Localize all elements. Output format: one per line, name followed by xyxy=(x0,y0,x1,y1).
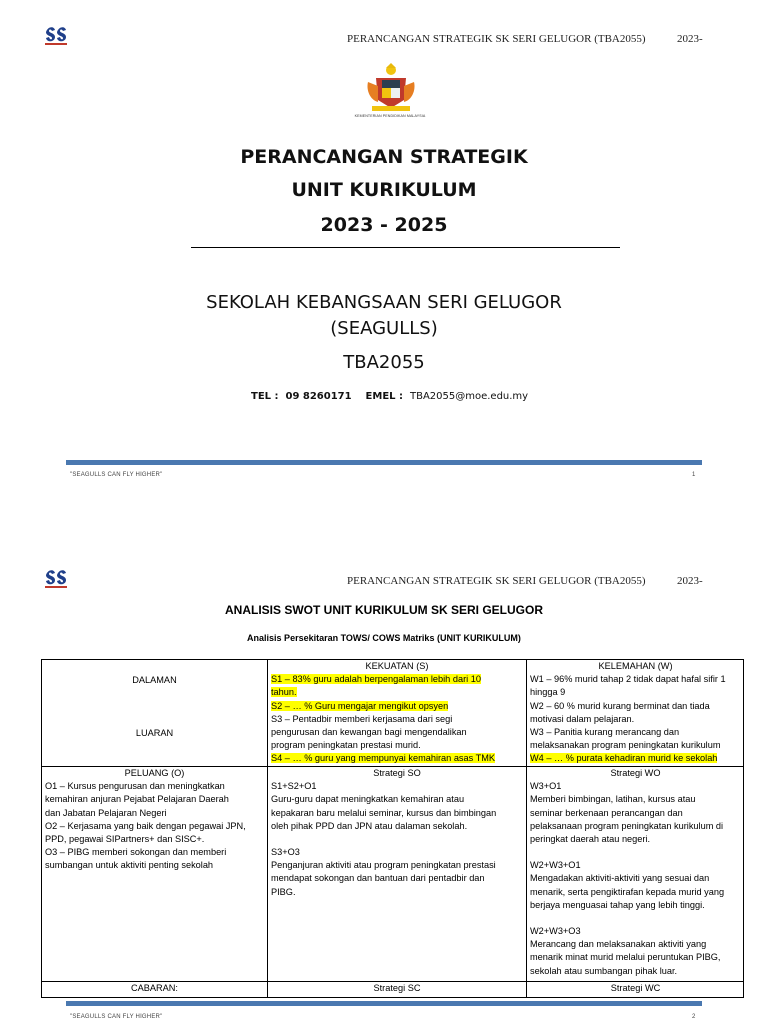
w1-line1: W1 – 96% murid tahap 2 tidak dapat hafal sifir 1 xyxy=(530,674,726,685)
sc-header: Strategi SC xyxy=(373,983,421,993)
ministry-crest-icon xyxy=(356,60,426,120)
page-header: PERANCANGAN STRATEGIK SK SERI GELUGOR (TBA2055) xyxy=(347,575,646,587)
kelemahan-cell xyxy=(527,660,744,766)
s3-line1: S3 – Pentadbir memberi kerjasama dari segi xyxy=(271,713,453,724)
wo3-line1: Merancang dan melaksanakan aktiviti yang xyxy=(530,939,707,950)
s3-line2: pengurusan dan kewangan bagi mengendalikan xyxy=(271,727,467,738)
doc-title-years: 2023 - 2025 xyxy=(320,214,448,236)
footer-motto: "SEAGULLS CAN FLY HIGHER" xyxy=(70,1014,163,1020)
wo2-line3: berjaya menguasai tahap yang lebih tinggi. xyxy=(530,899,705,910)
strategi-sc-cell xyxy=(268,982,526,998)
wo2-line1: Mengadakan aktiviti-aktiviti yang sesuai dan xyxy=(530,873,710,884)
o1-line3: dan Jabatan Pelajaran Negeri xyxy=(45,807,167,818)
so2-line2: mendapat sokongan dan bantuan dari pentadbir dan xyxy=(271,873,485,884)
so1-line1: Guru-guru dapat meningkatkan kemahiran atau xyxy=(271,794,465,805)
o1-line2: kemahiran anjuran Pejabat Pelajaran Daerah xyxy=(45,794,229,805)
crest-caption: KEMENTERIAN PENDIDIKAN MALAYSIA xyxy=(354,114,426,118)
w1-line2: hingga 9 xyxy=(530,687,566,698)
swot-title: ANALISIS SWOT UNIT KURIKULUM SK SERI GELUGOR xyxy=(225,603,543,617)
contact-info xyxy=(251,391,528,402)
w3-line2: melaksanakan program peningkatan kurikulum xyxy=(530,740,721,751)
o3-line1: O3 – PIBG memberi sokongan dan memberi xyxy=(45,847,227,858)
wo1-line3: pelaksanaan program peningkatan kurikulum di xyxy=(530,820,724,831)
strategi-so-cell xyxy=(268,767,526,981)
w4-item: W4 – … % purata kehadiran murid ke sekolah xyxy=(530,753,718,764)
s1-line1: S1 – 83% guru adalah berpengalaman lebih dari 10 xyxy=(271,674,481,685)
s4-item: S4 – … % guru yang mempunyai kemahiran asas TMK xyxy=(271,753,496,764)
footer-motto: "SEAGULLS CAN FLY HIGHER" xyxy=(70,472,163,478)
strategi-wc-cell xyxy=(527,982,744,998)
swot-subtitle: Analisis Persekitaran TOWS/ COWS Matriks (UNIT KURIKULUM) xyxy=(247,633,521,643)
tel-value: 09 8260171 xyxy=(285,391,352,402)
luaran-label: LUARAN xyxy=(135,728,174,739)
swot-matrix-table xyxy=(41,659,744,998)
page-number: 2 xyxy=(692,1014,696,1020)
doc-title-line1: PERANCANGAN STRATEGIK xyxy=(240,146,528,168)
kelemahan-header: KELEMAHAN (W) xyxy=(598,661,673,671)
footer-bar xyxy=(66,460,702,465)
footer-bar xyxy=(66,1001,702,1006)
wo1-code: W3+O1 xyxy=(530,781,562,792)
title-divider xyxy=(191,247,620,248)
school-code: TBA2055 xyxy=(343,352,425,373)
dalaman-label: DALAMAN xyxy=(132,675,177,685)
page-header-year: 2023- xyxy=(677,33,703,45)
wc-header: Strategi WC xyxy=(610,983,661,993)
school-name: SEKOLAH KEBANGSAAN SERI GELUGOR xyxy=(206,292,562,313)
so2-line3: PIBG. xyxy=(271,886,296,897)
cabaran-header: CABARAN: xyxy=(131,983,178,993)
page-number: 1 xyxy=(692,472,696,478)
school-logo-icon xyxy=(44,567,68,589)
document-page-1 xyxy=(0,0,768,505)
w3-line1: W3 – Panitia kurang merancang dan xyxy=(530,727,680,738)
wo3-code: W2+W3+O3 xyxy=(530,926,581,937)
peluang-cell xyxy=(42,767,267,981)
email-value: TBA2055@moe.edu.my xyxy=(409,391,529,402)
wo2-code: W2+W3+O1 xyxy=(530,860,581,871)
wo3-line3: sekolah atau sumbangan pihak luar. xyxy=(530,965,678,976)
dalaman-luaran-cell xyxy=(42,660,267,766)
s1-line2: tahun. xyxy=(271,687,297,698)
wo1-line4: peringkat daerah atau negeri. xyxy=(530,834,651,845)
tel-label: TEL : xyxy=(251,391,279,402)
s2-item: S2 – … % Guru mengajar mengikut opsyen xyxy=(271,700,449,711)
doc-title-line2: UNIT KURIKULUM xyxy=(291,179,477,201)
page-header: PERANCANGAN STRATEGIK SK SERI GELUGOR (TBA2055) xyxy=(347,33,646,45)
so1-line2: kepakaran baru melalui seminar, kursus dan bimbingan xyxy=(271,807,497,818)
cabaran-cell xyxy=(42,982,267,998)
so1-line3: oleh pihak PPD dan JPN atau dalaman sekolah. xyxy=(271,820,468,831)
page-gap xyxy=(0,505,768,550)
school-nickname: (SEAGULLS) xyxy=(330,318,438,339)
w2-line1: W2 – 60 % murid kurang berminat dan tiada xyxy=(530,700,710,711)
wo3-line2: menarik minat murid melalui peruntukan PIBG, xyxy=(530,952,721,963)
so-header: Strategi SO xyxy=(373,768,421,778)
kekuatan-header: KEKUATAN (S) xyxy=(365,661,429,671)
strategi-wo-cell xyxy=(527,767,744,981)
so2-line1: Penganjuran aktiviti atau program peningkatan prestasi xyxy=(271,860,496,871)
wo1-line2: seminar berkenaan perancangan dan xyxy=(530,807,683,818)
w2-line2: motivasi dalam pelajaran. xyxy=(530,713,635,724)
wo1-line1: Memberi bimbingan, latihan, kursus atau xyxy=(530,794,696,805)
o2-line2: PPD, pegawai SIPartners+ dan SISC+. xyxy=(45,834,205,845)
so1-code: S1+S2+O1 xyxy=(271,781,317,792)
o3-line2: sumbangan untuk aktiviti penting sekolah xyxy=(45,860,214,871)
page-header-year: 2023- xyxy=(677,575,703,587)
o2-line1: O2 – Kerjasama yang baik dengan pegawai JPN, xyxy=(45,820,246,831)
email-label: EMEL : xyxy=(365,391,403,402)
wo-header: Strategi WO xyxy=(610,768,661,778)
school-logo-icon xyxy=(44,24,68,46)
wo2-line2: menarik, serta pengiktirafan kepada murid yang xyxy=(530,886,725,897)
o1-line1: O1 – Kursus pengurusan dan meningkatkan xyxy=(45,781,225,792)
kekuatan-cell xyxy=(268,660,526,766)
so2-code: S3+O3 xyxy=(271,847,300,858)
peluang-header: PELUANG (O) xyxy=(124,768,185,778)
s3-line3: program peningkatan prestasi murid. xyxy=(271,740,421,751)
